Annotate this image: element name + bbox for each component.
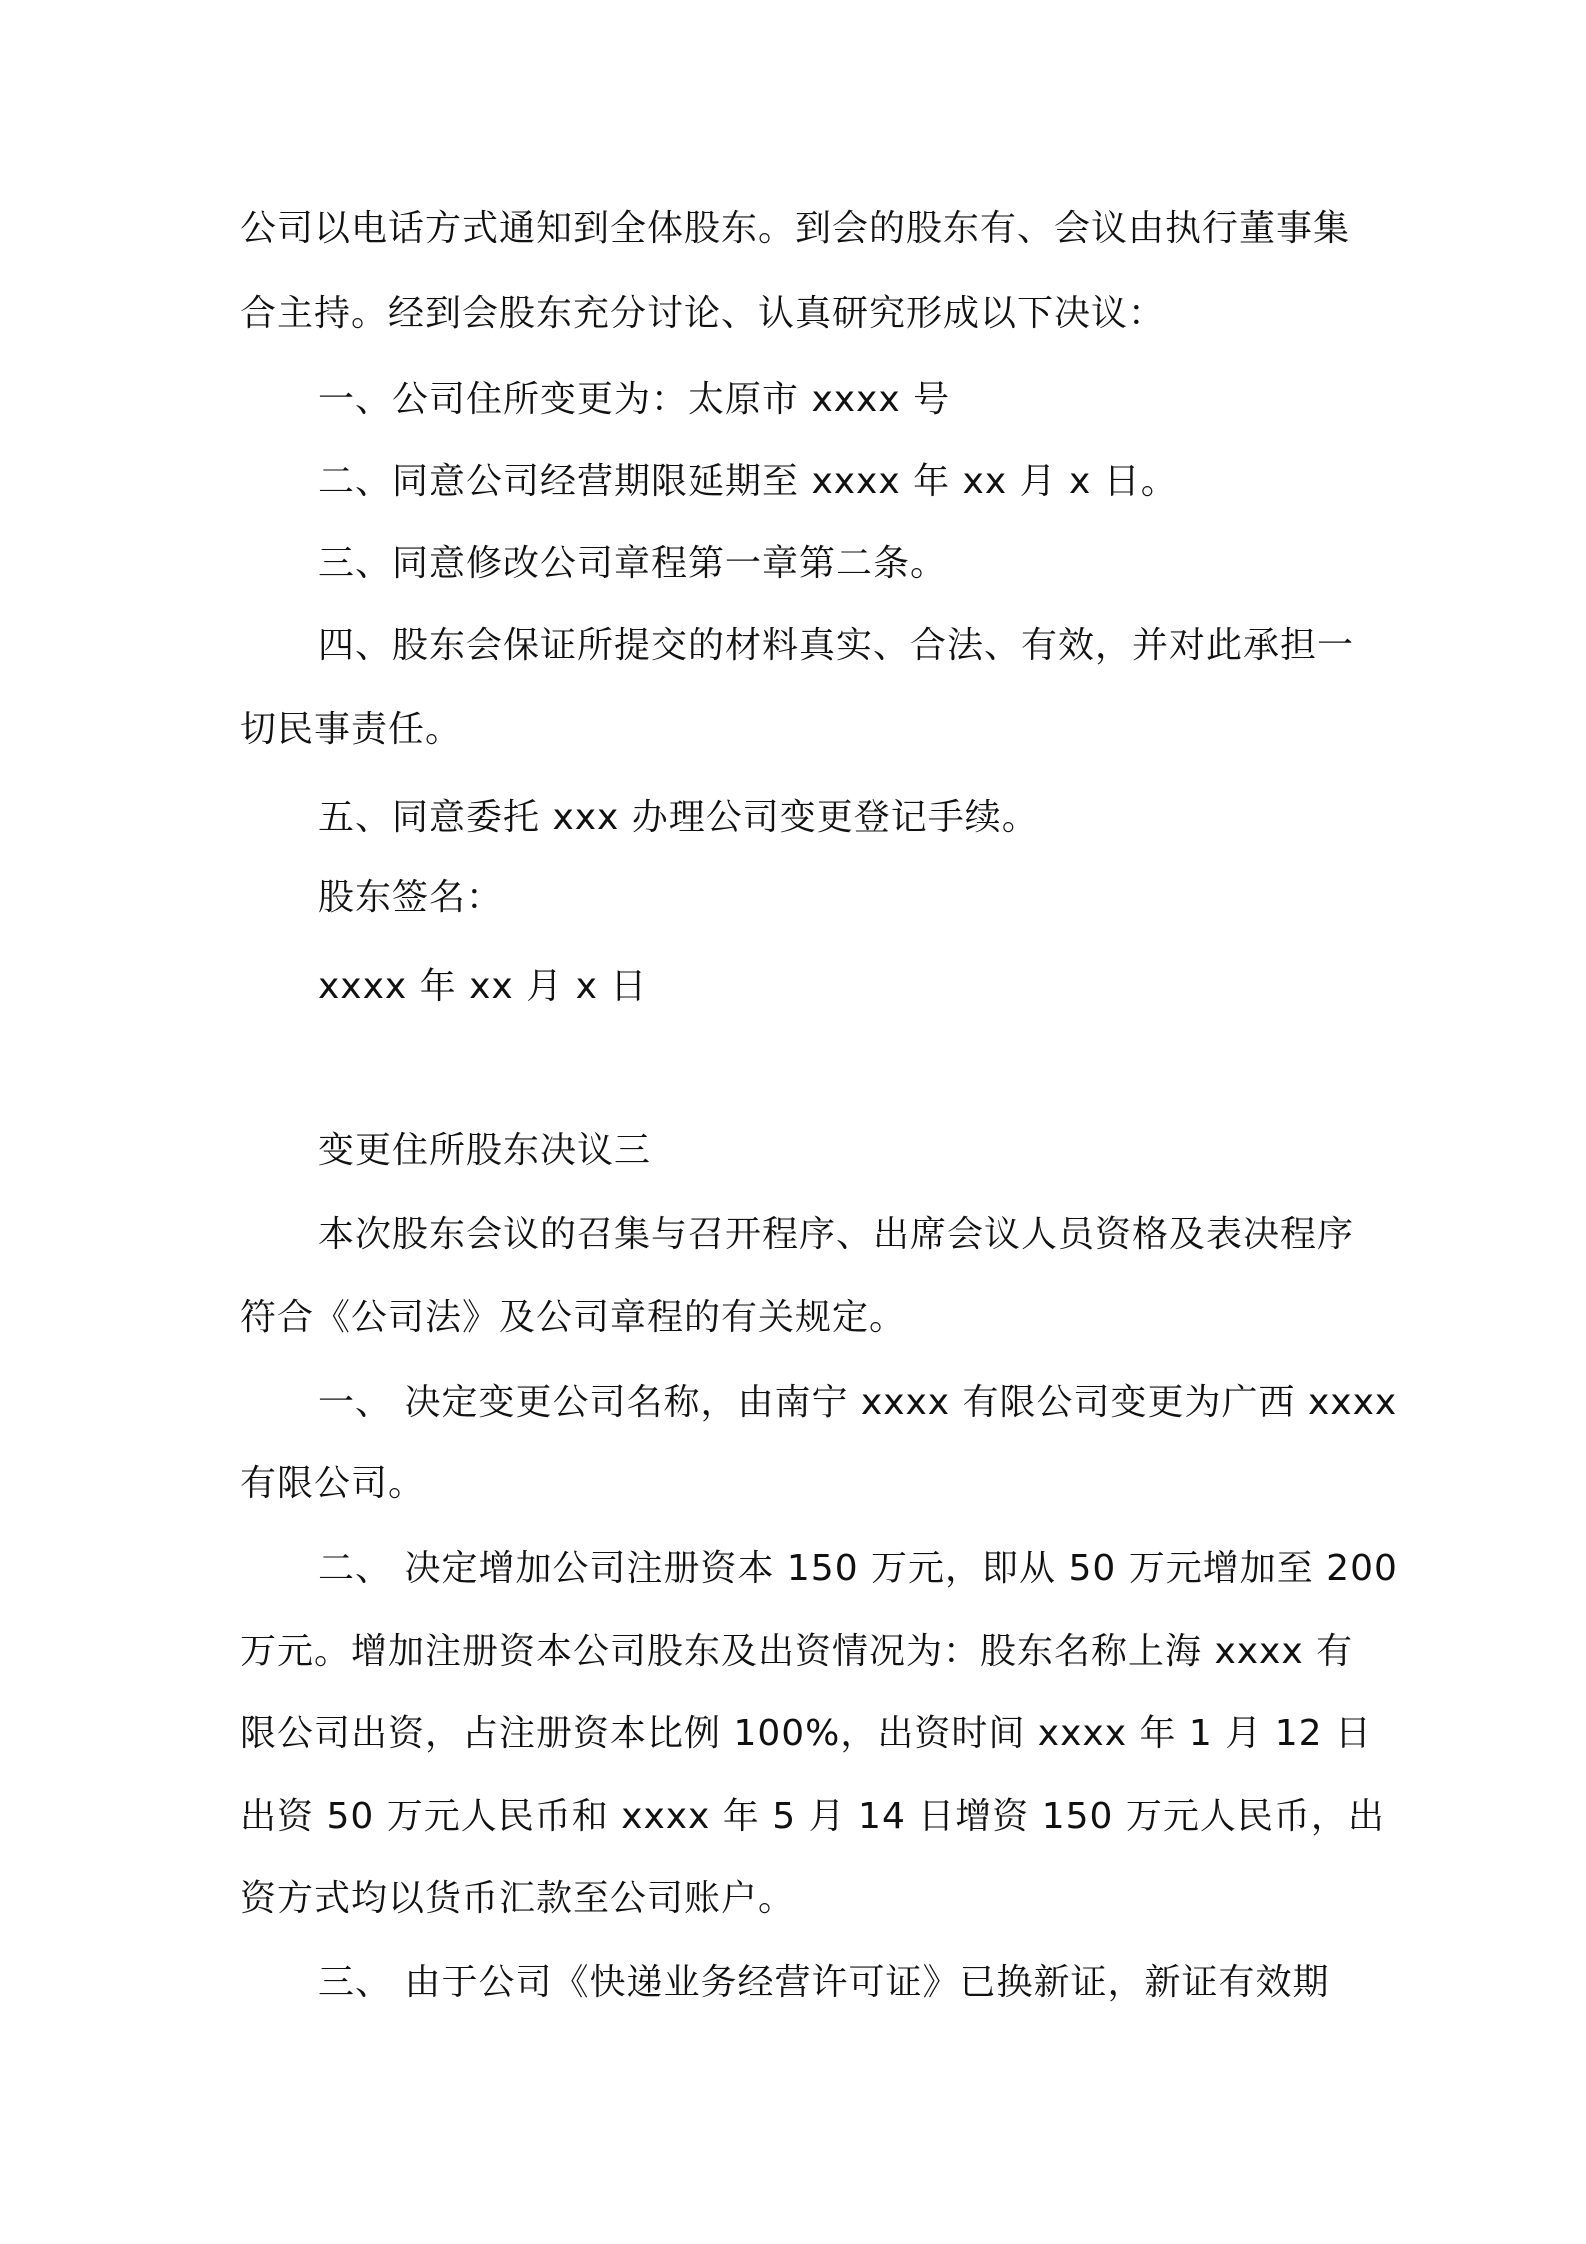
paragraph-line: 有限公司。 bbox=[240, 1463, 426, 1504]
paragraph-line: 合主持。经到会股东充分讨论、认真研究形成以下决议： bbox=[240, 293, 1166, 334]
paragraph-line: 万元。增加注册资本公司股东及出资情况为：股东名称上海 xxxx 有 bbox=[240, 1631, 1354, 1672]
resolution-item-2: 二、 决定增加公司注册资本 150 万元，即从 50 万元增加至 200 bbox=[318, 1548, 1398, 1589]
resolution-item-5: 五、同意委托 xxx 办理公司变更登记手续。 bbox=[318, 797, 1039, 838]
resolution-item-3: 三、 由于公司《快递业务经营许可证》已换新证，新证有效期 bbox=[318, 1962, 1330, 2003]
paragraph-line: 符合《公司法》及公司章程的有关规定。 bbox=[240, 1297, 907, 1338]
paragraph-line: 出资 50 万元人民币和 xxxx 年 5 月 14 日增资 150 万元人民币，出 bbox=[240, 1796, 1385, 1837]
paragraph-line: 本次股东会议的召集与召开程序、出席会议人员资格及表决程序 bbox=[318, 1214, 1355, 1255]
date-line: xxxx 年 xx 月 x 日 bbox=[318, 966, 648, 1007]
resolution-item-2: 二、同意公司经营期限延期至 xxxx 年 xx 月 x 日。 bbox=[318, 461, 1178, 502]
paragraph-line: 资方式均以货币汇款至公司账户。 bbox=[240, 1878, 796, 1919]
paragraph-line: 限公司出资，占注册资本比例 100%，出资时间 xxxx 年 1 月 12 日 bbox=[240, 1713, 1372, 1754]
resolution-item-4: 四、股东会保证所提交的材料真实、合法、有效，并对此承担一 bbox=[318, 625, 1355, 666]
resolution-item-1: 一、公司住所变更为：太原市 xxxx 号 bbox=[318, 379, 951, 420]
paragraph-line: 公司以电话方式通知到全体股东。到会的股东有、会议由执行董事集 bbox=[240, 208, 1351, 249]
paragraph-line: 切民事责任。 bbox=[240, 709, 463, 750]
signature-label: 股东签名： bbox=[318, 877, 504, 918]
resolution-item-3: 三、同意修改公司章程第一章第二条。 bbox=[318, 543, 948, 584]
resolution-item-1: 一、 决定变更公司名称，由南宁 xxxx 有限公司变更为广西 xxxx bbox=[318, 1382, 1398, 1423]
section-title: 变更住所股东决议三 bbox=[318, 1130, 652, 1171]
